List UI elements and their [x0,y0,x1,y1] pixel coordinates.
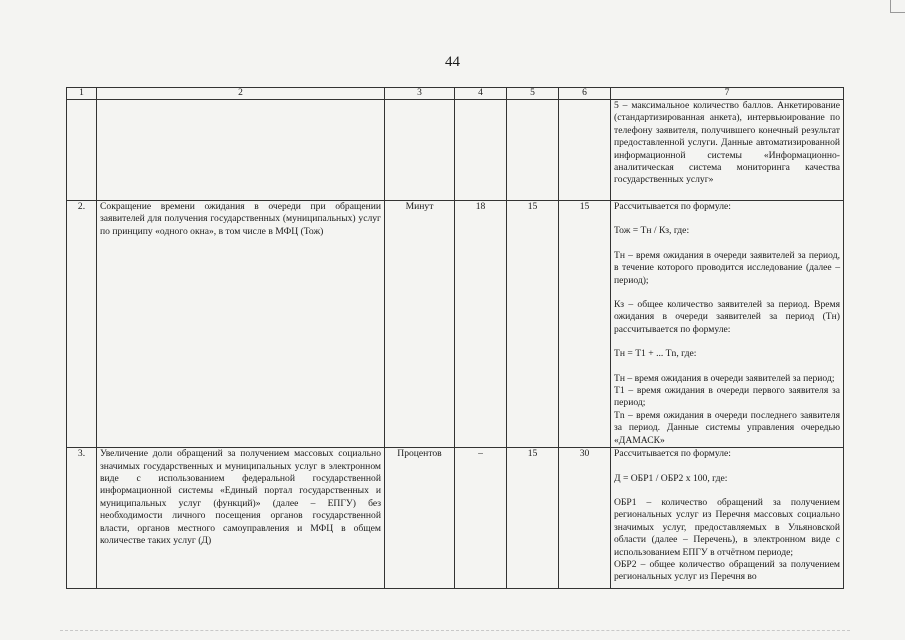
table-cell [559,100,611,201]
column-numbers-row [67,88,844,100]
indicator-unit: Процентов [385,448,455,589]
column-header: 3 [385,88,455,100]
method-line: Т1 – время ожидания в очереди первого заявителя за период; [614,385,840,409]
method-line: ОБР2 – общее количество обращений за получением региональных услуг из Перечня во [614,558,840,583]
method-line: Тн – время ожидания в очереди заявителей за период; [614,372,835,384]
method-line: Тн – время ожидания в очереди заявителей за период, в течение которого проводится исследование (далее – период); [614,249,840,286]
indicator-value: 15 [559,201,611,448]
indicator-value: 30 [559,448,611,589]
column-header: 2 [97,88,385,100]
indicator-name: Сокращение времени ожидания в очереди при обращении заявителей для получения государственных (муниципальных) услуг по принципу «одного окна», в том числе в МФЦ (Тож) [97,201,385,448]
indicator-method-cell: 5 – максимальное количество баллов. Анкетирование (стандартизированная анкета), интервьюирование по телефону заявителя, получившего конечный результат предоставленной услуги. Данные автоматизированной информационной системы «Информационно-аналитическая система мониторинга качества государственных услуг» [611,100,844,201]
indicator-value: 15 [507,201,559,448]
indicator-method-cell [611,448,844,589]
method-line: Кз – общее количество заявителей за период. Время ожидания в очереди заявителей за период (Тн) рассчитывается по формуле: [614,299,840,335]
table-row [67,100,844,201]
table-cell [507,100,559,201]
method-line: Рассчитывается по формуле: [614,448,731,460]
column-header: 1 [67,88,97,100]
column-header: 7 [611,88,844,100]
table-cell [97,100,385,201]
method-line: Тn – время ожидания в очереди последнего заявителя за период. Данные системы управления очередью «ДАМАСК» [614,409,840,446]
formula-line: Тн = Т1 + ... Тn, где: [614,348,697,360]
indicator-value: – [455,448,507,589]
table-row [67,448,844,589]
formula-line: Д = ОБР1 / ОБР2 х 100, где: [614,472,728,484]
indicator-unit: Минут [385,201,455,448]
column-header: 6 [559,88,611,100]
row-number: 2. [67,201,97,448]
corner-mark [890,0,905,13]
method-line: Рассчитывается по формуле: [614,201,731,212]
table-row [67,201,844,448]
table-cell [385,100,455,201]
formula-line: Тож = Тн / Кз, где: [614,225,690,237]
scan-artifact-line [60,630,850,632]
method-line: ОБР1 – количество обращений за получением региональных услуг из Перечня массовых социально значимых услуг, предоставляемых в Ульяновской области (далее – Перечень), в электронном виде с использованием ЕПГУ в отчётном периоде; [614,496,840,558]
column-header: 5 [507,88,559,100]
page-number: 44 [445,54,460,70]
indicator-name: Увеличение доли обращений за получением массовых социально значимых государственных и муниципальных услуг в электронном виде с использованием федеральной государственной информационной системы «Единый портал государственных и муниципальных услуг (функций)» (далее – ЕПГУ) без необходимости личного посещения органов государственной власти, органов местного самоуправления и МФЦ в общем количестве таких услуг (Д) [97,448,385,589]
column-header: 4 [455,88,507,100]
table-cell [455,100,507,201]
table-cell [67,100,97,201]
indicator-value: 18 [455,201,507,448]
indicators-table [66,87,844,589]
row-number: 3. [67,448,97,589]
indicator-method-cell [611,201,844,448]
indicator-value: 15 [507,448,559,589]
